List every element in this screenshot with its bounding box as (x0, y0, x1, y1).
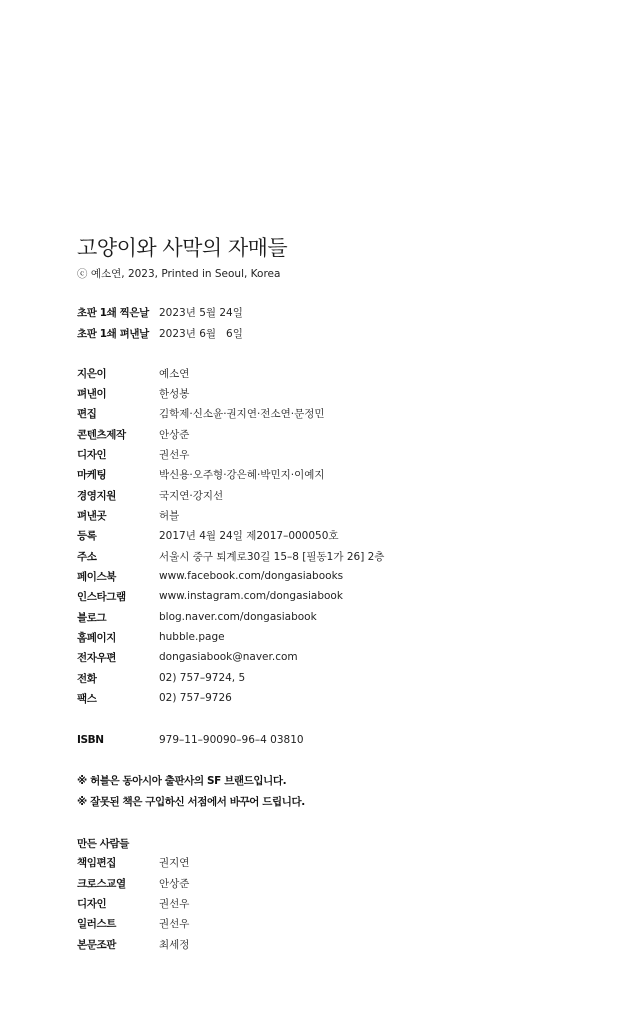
publication-value: 2023년 5월 24일 (159, 306, 243, 319)
credit-value: 권선우 (159, 917, 190, 930)
info-value: www.facebook.com/dongasiabooks (159, 570, 344, 582)
info-value: www.instagram.com/dongasiabook (159, 590, 343, 602)
credit-row (77, 915, 189, 931)
publication-label: 초판 1쇄 펴낸날 (77, 327, 149, 340)
info-row (77, 568, 343, 584)
info-label: 마케팅 (77, 468, 107, 481)
info-value: 예소연 (159, 367, 190, 380)
info-label: 홈페이지 (77, 631, 116, 644)
isbn-row (77, 732, 304, 748)
publication-row (77, 325, 243, 341)
info-row (77, 609, 317, 625)
info-label: 블로그 (77, 611, 107, 624)
info-row (77, 487, 223, 503)
publication-label: 초판 1쇄 찍은날 (77, 306, 149, 319)
copyright-line: ⓒ 예소연, 2023, Printed in Seoul, Korea (77, 268, 281, 280)
credit-label: 본문조판 (77, 938, 116, 951)
credit-row (77, 875, 189, 891)
info-value: 02) 757–9726 (159, 692, 232, 704)
info-row (77, 649, 298, 665)
info-label: 경영지원 (77, 489, 116, 502)
credit-value: 권선우 (159, 897, 190, 910)
info-value: 김학제·신소윤·권지연·전소연·문정민 (159, 407, 325, 420)
isbn-value: 979–11–90090–96–4 03810 (159, 734, 304, 746)
info-row (77, 385, 189, 401)
info-row (77, 527, 339, 543)
info-row (77, 670, 245, 686)
isbn-label: ISBN (77, 734, 104, 746)
credit-row (77, 936, 189, 952)
credit-label: 크로스교열 (77, 877, 126, 890)
info-label: 콘텐츠제작 (77, 428, 126, 441)
info-value: blog.naver.com/dongasiabook (159, 611, 317, 623)
publication-row (77, 304, 243, 320)
info-label: 편집 (77, 407, 97, 420)
info-label: 등록 (77, 529, 97, 542)
credit-label: 책임편집 (77, 856, 116, 869)
credit-label: 디자인 (77, 897, 107, 910)
credit-value: 안상준 (159, 877, 190, 890)
info-value: 권선우 (159, 448, 190, 461)
info-row (77, 466, 325, 482)
info-row (77, 446, 189, 462)
info-label: 지은이 (77, 367, 107, 380)
info-row (77, 588, 343, 604)
info-row (77, 548, 384, 564)
info-value: 허블 (159, 509, 180, 522)
info-value: 서울시 중구 퇴계로30길 15–8 [필동1가 26] 2층 (159, 550, 385, 563)
info-row (77, 405, 325, 421)
info-value: 한성봉 (159, 387, 190, 400)
note-return: ※ 잘못된 책은 구입하신 서점에서 바꾸어 드립니다. (77, 796, 305, 808)
publication-value: 2023년 6월 6일 (159, 327, 243, 340)
credit-value: 최세정 (159, 938, 190, 951)
info-value: hubble.page (159, 631, 225, 643)
info-row (77, 690, 232, 706)
credit-row (77, 895, 189, 911)
credit-label: 일러스트 (77, 917, 116, 930)
info-value: 박신용·오주형·강은혜·박민지·이예지 (159, 468, 325, 481)
info-row (77, 426, 189, 442)
info-value: dongasiabook@naver.com (159, 651, 298, 663)
credits-title: 만든 사람들 (77, 838, 129, 850)
book-title: 고양이와 사막의 자매들 (77, 236, 288, 260)
info-label: 전화 (77, 672, 97, 685)
info-row (77, 365, 189, 381)
info-value: 국지연·강지선 (159, 489, 224, 502)
info-label: 인스타그램 (77, 590, 126, 603)
info-label: 주소 (77, 550, 97, 563)
info-label: 펴낸이 (77, 387, 107, 400)
info-label: 팩스 (77, 692, 97, 705)
info-value: 02) 757–9724, 5 (159, 672, 246, 684)
credit-value: 권지연 (159, 856, 190, 869)
credit-row (77, 854, 189, 870)
info-row (77, 629, 225, 645)
info-label: 펴낸곳 (77, 509, 107, 522)
note-brand: ※ 허블은 동아시아 출판사의 SF 브랜드입니다. (77, 775, 287, 787)
info-row (77, 507, 179, 523)
info-label: 디자인 (77, 448, 107, 461)
info-value: 안상준 (159, 428, 190, 441)
info-label: 페이스북 (77, 570, 116, 583)
info-value: 2017년 4월 24일 제2017–000050호 (159, 529, 339, 542)
info-label: 전자우편 (77, 651, 116, 664)
